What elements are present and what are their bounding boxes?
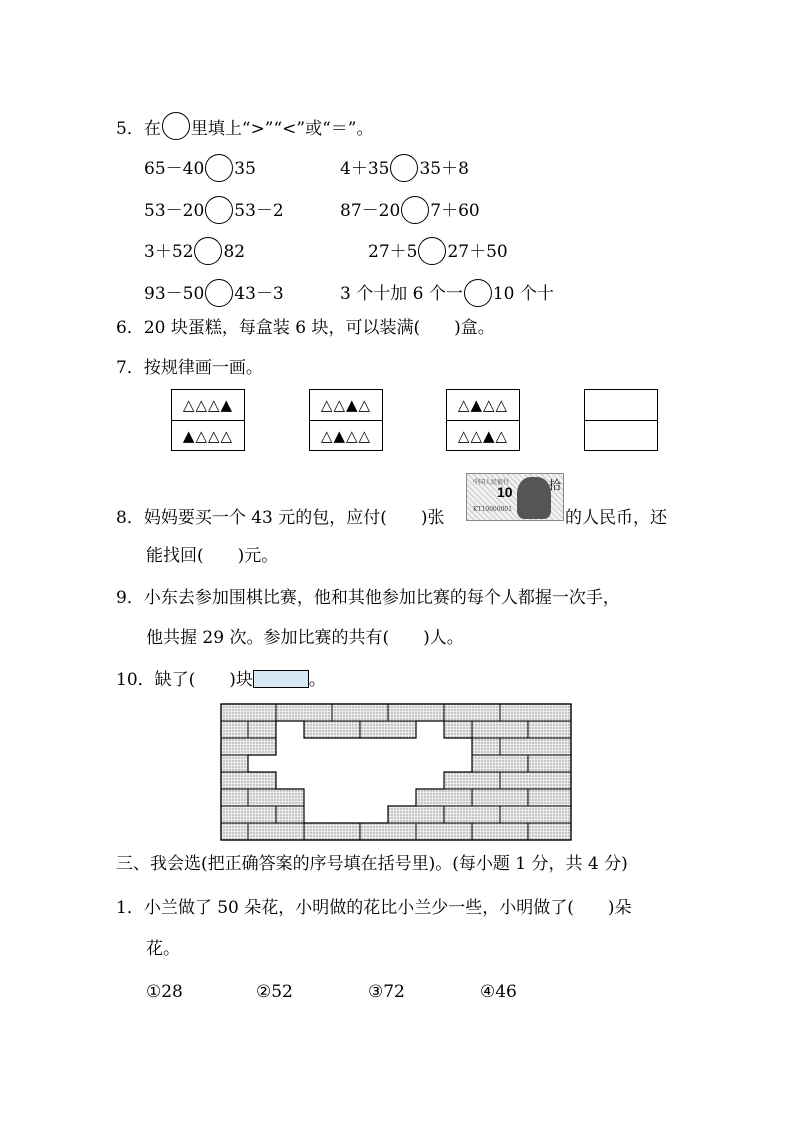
item-left: 3 个十加 6 个一 bbox=[340, 284, 463, 304]
q7-text: 7．按规律画一画。 bbox=[116, 358, 263, 378]
pattern-row-bottom: △▲△△ bbox=[320, 427, 372, 445]
q10-line bbox=[116, 670, 326, 690]
s3q1-option-3[interactable]: ③72 bbox=[368, 982, 405, 1002]
item-right: 27＋50 bbox=[447, 242, 508, 262]
item-left: 65－40 bbox=[144, 159, 205, 179]
section-3-heading: 三、我会选(把正确答案的序号填在括号里)。(每小题 1 分，共 4 分) bbox=[116, 854, 628, 874]
item-left: 53－20 bbox=[144, 201, 205, 221]
q5-number: 5． bbox=[116, 119, 144, 139]
q5-prompt-pre: 在 bbox=[143, 119, 161, 139]
banknote-denomination: 10 bbox=[497, 484, 513, 500]
compare-item-4 bbox=[340, 196, 480, 224]
q9-line1: 9．小东去参加围棋比赛，他和其他参加比赛的每个人都握一次手， bbox=[116, 588, 620, 608]
item-right: 35 bbox=[234, 159, 256, 179]
pattern-box-1 bbox=[171, 389, 245, 451]
q5-prompt bbox=[116, 112, 373, 140]
compare-item-7 bbox=[144, 279, 284, 307]
q8-line1-b: 的人民币，还 bbox=[565, 508, 667, 528]
item-left: 87－20 bbox=[340, 201, 401, 221]
pattern-row-top: △▲△△ bbox=[447, 390, 519, 421]
compare-item-1 bbox=[144, 154, 256, 182]
item-left: 3＋52 bbox=[144, 242, 194, 262]
pattern-row-top: △△▲△ bbox=[310, 390, 382, 421]
s3q1-line1: 1．小兰做了 50 朵花，小明做的花比小兰少一些，小明做了( )朵 bbox=[116, 898, 632, 918]
compare-item-6 bbox=[368, 237, 508, 265]
q10-text-b: 。 bbox=[308, 670, 326, 690]
brick-wall-figure bbox=[220, 703, 572, 841]
item-left: 4＋35 bbox=[340, 159, 390, 179]
answer-circle[interactable] bbox=[205, 154, 233, 182]
banknote-10-yuan-image bbox=[466, 473, 564, 521]
banknote-side-text: 拾 bbox=[548, 478, 561, 492]
answer-circle[interactable] bbox=[401, 196, 429, 224]
q6-text: 6．20 块蛋糕，每盒装 6 块，可以装满( )盒。 bbox=[116, 318, 495, 338]
item-right: 82 bbox=[223, 242, 246, 262]
q9-line2: 他共握 29 次。参加比赛的共有( )人。 bbox=[146, 628, 464, 648]
item-right: 7＋60 bbox=[430, 201, 480, 221]
q10-text-a: 10．缺了( )块 bbox=[116, 670, 253, 690]
answer-circle[interactable] bbox=[464, 279, 492, 307]
s3q1-line2: 花。 bbox=[146, 939, 180, 959]
item-right: 10 个十 bbox=[492, 284, 554, 304]
q8-line2: 能找回( )元。 bbox=[146, 546, 279, 566]
compare-item-5 bbox=[144, 237, 245, 265]
q5-prompt-post: 里填上“>”“<”或“＝”。 bbox=[190, 119, 374, 139]
pattern-row-top[interactable] bbox=[585, 390, 657, 421]
single-brick-icon bbox=[253, 670, 309, 688]
pattern-row-bottom: △△▲△ bbox=[457, 427, 509, 445]
answer-circle[interactable] bbox=[205, 196, 233, 224]
banknote-bank-name: 中国人民银行 bbox=[473, 479, 510, 486]
compare-item-8 bbox=[340, 279, 554, 307]
s3q1-option-4[interactable]: ④46 bbox=[480, 982, 517, 1002]
answer-circle[interactable] bbox=[194, 237, 222, 265]
answer-circle[interactable] bbox=[205, 279, 233, 307]
compare-item-2 bbox=[340, 154, 469, 182]
sample-circle bbox=[162, 112, 190, 140]
item-right: 53－2 bbox=[234, 201, 284, 221]
banknote-portrait bbox=[517, 477, 551, 519]
answer-circle[interactable] bbox=[390, 154, 418, 182]
pattern-box-3 bbox=[446, 389, 520, 451]
item-right: 35＋8 bbox=[419, 159, 469, 179]
pattern-row-top: △△△▲ bbox=[172, 390, 244, 421]
pattern-box-2 bbox=[309, 389, 383, 451]
item-left: 27＋5 bbox=[368, 242, 418, 262]
item-left: 93－50 bbox=[144, 284, 205, 304]
compare-item-3 bbox=[144, 196, 284, 224]
banknote-serial: KT10000001 bbox=[473, 506, 513, 513]
answer-circle[interactable] bbox=[418, 237, 446, 265]
s3q1-option-2[interactable]: ②52 bbox=[256, 982, 293, 1002]
pattern-row-bottom: ▲△△△ bbox=[182, 427, 234, 445]
s3q1-option-1[interactable]: ①28 bbox=[146, 982, 183, 1002]
pattern-row-bottom[interactable] bbox=[585, 421, 657, 451]
pattern-box-4-blank[interactable] bbox=[584, 389, 658, 451]
item-right: 43－3 bbox=[234, 284, 284, 304]
q8-line1-a: 8．妈妈要买一个 43 元的包，应付( )张 bbox=[116, 508, 445, 528]
